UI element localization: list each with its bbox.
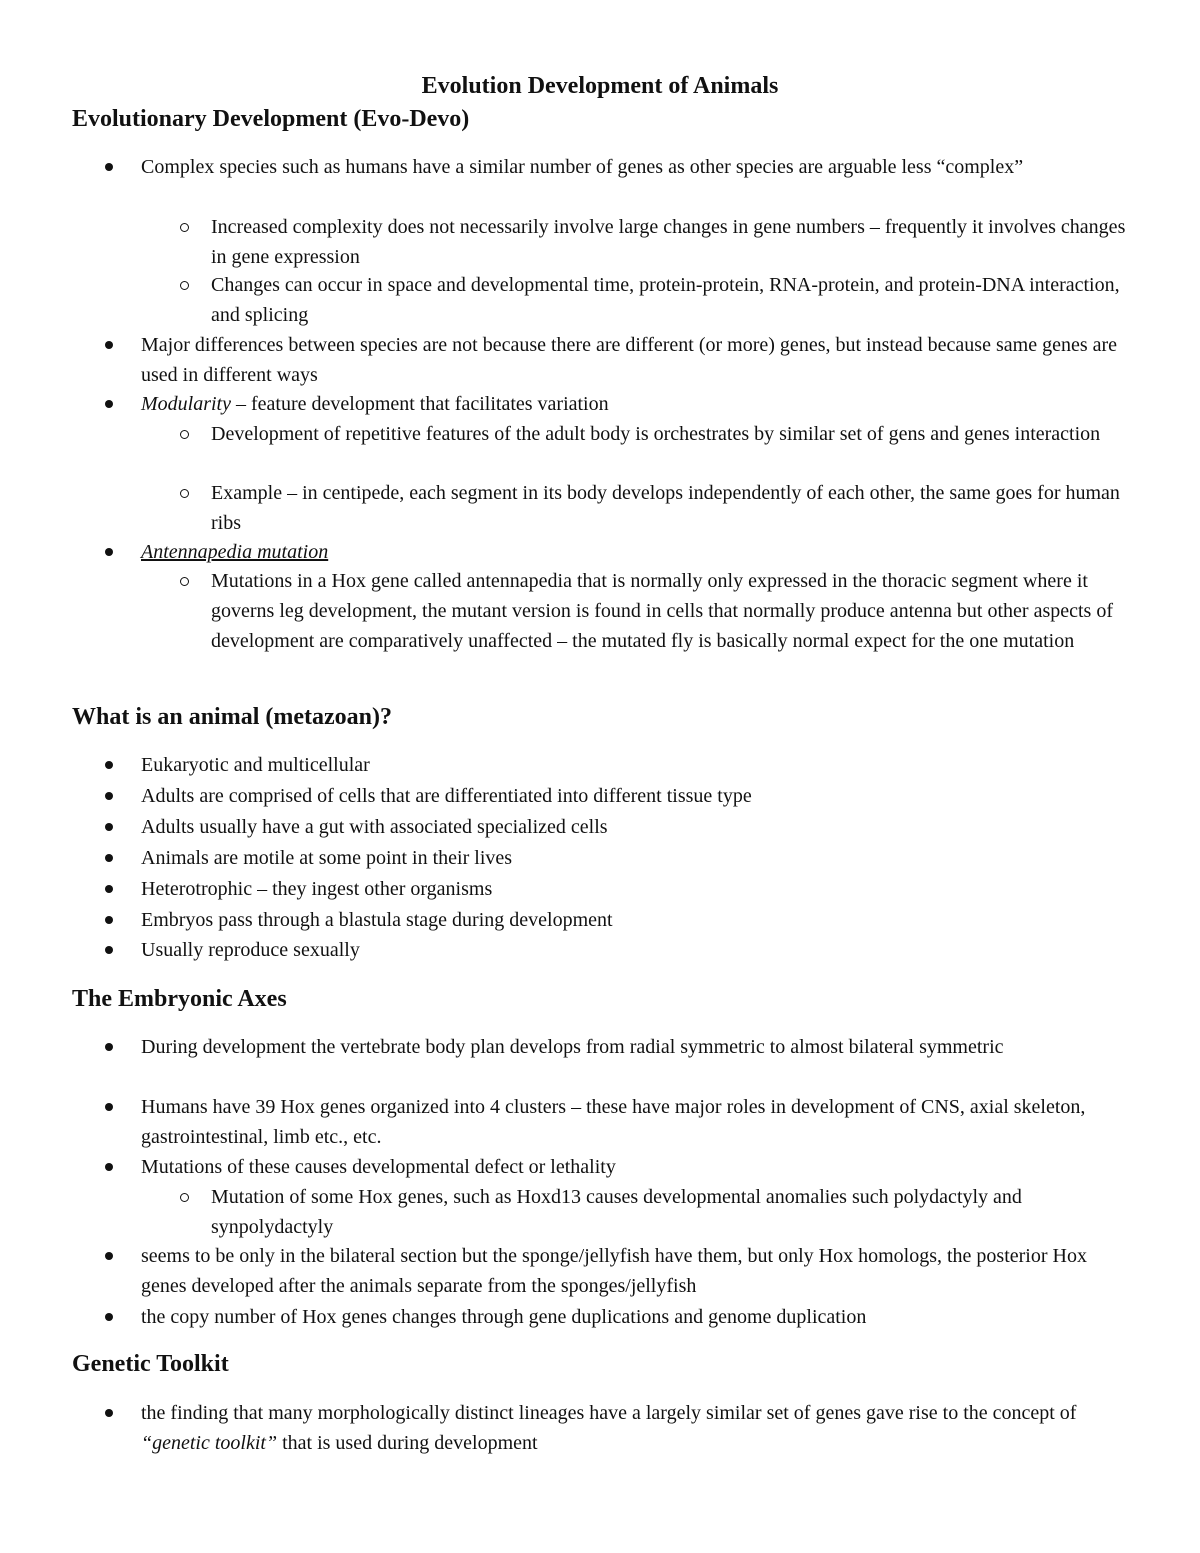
bullet-icon xyxy=(103,1092,115,1122)
heading-embryonic-axes: The Embryonic Axes xyxy=(72,986,287,1012)
term-genetic-toolkit: “genetic toolkit” xyxy=(141,1432,278,1454)
list-item: Adults are comprised of cells that are differentiated into different tissue type xyxy=(141,785,752,807)
heading-animal: What is an animal (metazoan)? xyxy=(72,704,392,730)
bullet-icon xyxy=(103,812,115,842)
bullet-icon xyxy=(103,537,115,567)
bullet-icon xyxy=(103,1302,115,1332)
list-item: Mutations of these causes developmental defect or lethality xyxy=(141,1156,616,1178)
list-item xyxy=(141,389,1131,419)
sub-list-item: Development of repetitive features of the adult body is orchestrates by similar set of gens and genes interaction xyxy=(211,423,1101,445)
sub-bullet-icon xyxy=(176,1182,192,1212)
toolkit-text-post: that is used during development xyxy=(277,1432,538,1454)
bullet-icon xyxy=(103,781,115,811)
term-antennapedia: Antennapedia mutation xyxy=(141,541,329,563)
document-title: Evolution Development of Animals xyxy=(421,73,779,99)
list-item: Major differences between species are not because there are different (or more) genes, but instead because same genes are used in different ways xyxy=(141,334,1118,386)
heading-evo-devo: Evolutionary Development (Evo-Devo) xyxy=(72,106,470,132)
sub-bullet-icon xyxy=(176,478,192,508)
list-item: Heterotrophic – they ingest other organisms xyxy=(141,878,493,900)
sub-bullet-icon xyxy=(176,566,192,596)
heading-genetic-toolkit: Genetic Toolkit xyxy=(72,1351,229,1377)
list-item: the copy number of Hox genes changes through gene duplications and genome duplication xyxy=(141,1306,867,1328)
list-item: Adults usually have a gut with associated specialized cells xyxy=(141,816,608,838)
bullet-icon xyxy=(103,1398,115,1428)
bullet-icon xyxy=(103,843,115,873)
list-item: Usually reproduce sexually xyxy=(141,939,360,961)
bullet-icon xyxy=(103,1241,115,1271)
bullet-icon xyxy=(103,1032,115,1062)
list-item xyxy=(141,537,1131,567)
bullet-icon xyxy=(103,152,115,182)
bullet-icon xyxy=(103,874,115,904)
sub-bullet-icon xyxy=(176,212,192,242)
list-item xyxy=(141,1398,1131,1458)
bullet-icon xyxy=(103,330,115,360)
list-item: seems to be only in the bilateral section but the sponge/jellyfish have them, but only Hox homologs, the posterior Hox genes developed after the animals separate from the sponges/jellyfish xyxy=(141,1245,1087,1297)
bullet-icon xyxy=(103,905,115,935)
list-item: Eukaryotic and multicellular xyxy=(141,754,370,776)
term-modularity: Modularity xyxy=(141,393,231,415)
list-item: During development the vertebrate body plan develops from radial symmetric to almost bilateral symmetric xyxy=(141,1036,1004,1058)
list-item: Complex species such as humans have a similar number of genes as other species are arguable less “complex” xyxy=(141,156,1024,178)
bullet-icon xyxy=(103,1152,115,1182)
sub-bullet-icon xyxy=(176,419,192,449)
sub-list-item: Mutation of some Hox genes, such as Hoxd13 causes developmental anomalies such polydactyly and synpolydactyly xyxy=(211,1186,1022,1238)
bullet-icon xyxy=(103,935,115,965)
bullet-icon xyxy=(103,750,115,780)
term-description: – feature development that facilitates variation xyxy=(231,393,609,415)
list-item: Animals are motile at some point in their lives xyxy=(141,847,513,869)
sub-list-item: Changes can occur in space and developmental time, protein-protein, RNA-protein, and protein-DNA interaction, and splicing xyxy=(211,274,1120,326)
toolkit-text-pre: the finding that many morphologically distinct lineages have a largely similar set of genes gave rise to the concept of xyxy=(141,1402,1077,1424)
list-item: Embryos pass through a blastula stage during development xyxy=(141,909,613,931)
sub-list-item: Increased complexity does not necessarily involve large changes in gene numbers – frequently it involves changes in gene expression xyxy=(211,216,1126,268)
list-item: Humans have 39 Hox genes organized into 4 clusters – these have major roles in development of CNS, axial skeleton, gastrointestinal, limb etc., etc. xyxy=(141,1096,1086,1148)
sub-list-item: Mutations in a Hox gene called antennapedia that is normally only expressed in the thoracic segment where it governs leg development, the mutant version is found in cells that normally produce antenna but other aspects of development are comparatively unaffected – the mutated fly is basically normal expect for the one mutation xyxy=(211,570,1113,652)
sub-bullet-icon xyxy=(176,270,192,300)
sub-list-item: Example – in centipede, each segment in its body develops independently of each other, the same goes for human ribs xyxy=(211,482,1120,534)
bullet-icon xyxy=(103,389,115,419)
